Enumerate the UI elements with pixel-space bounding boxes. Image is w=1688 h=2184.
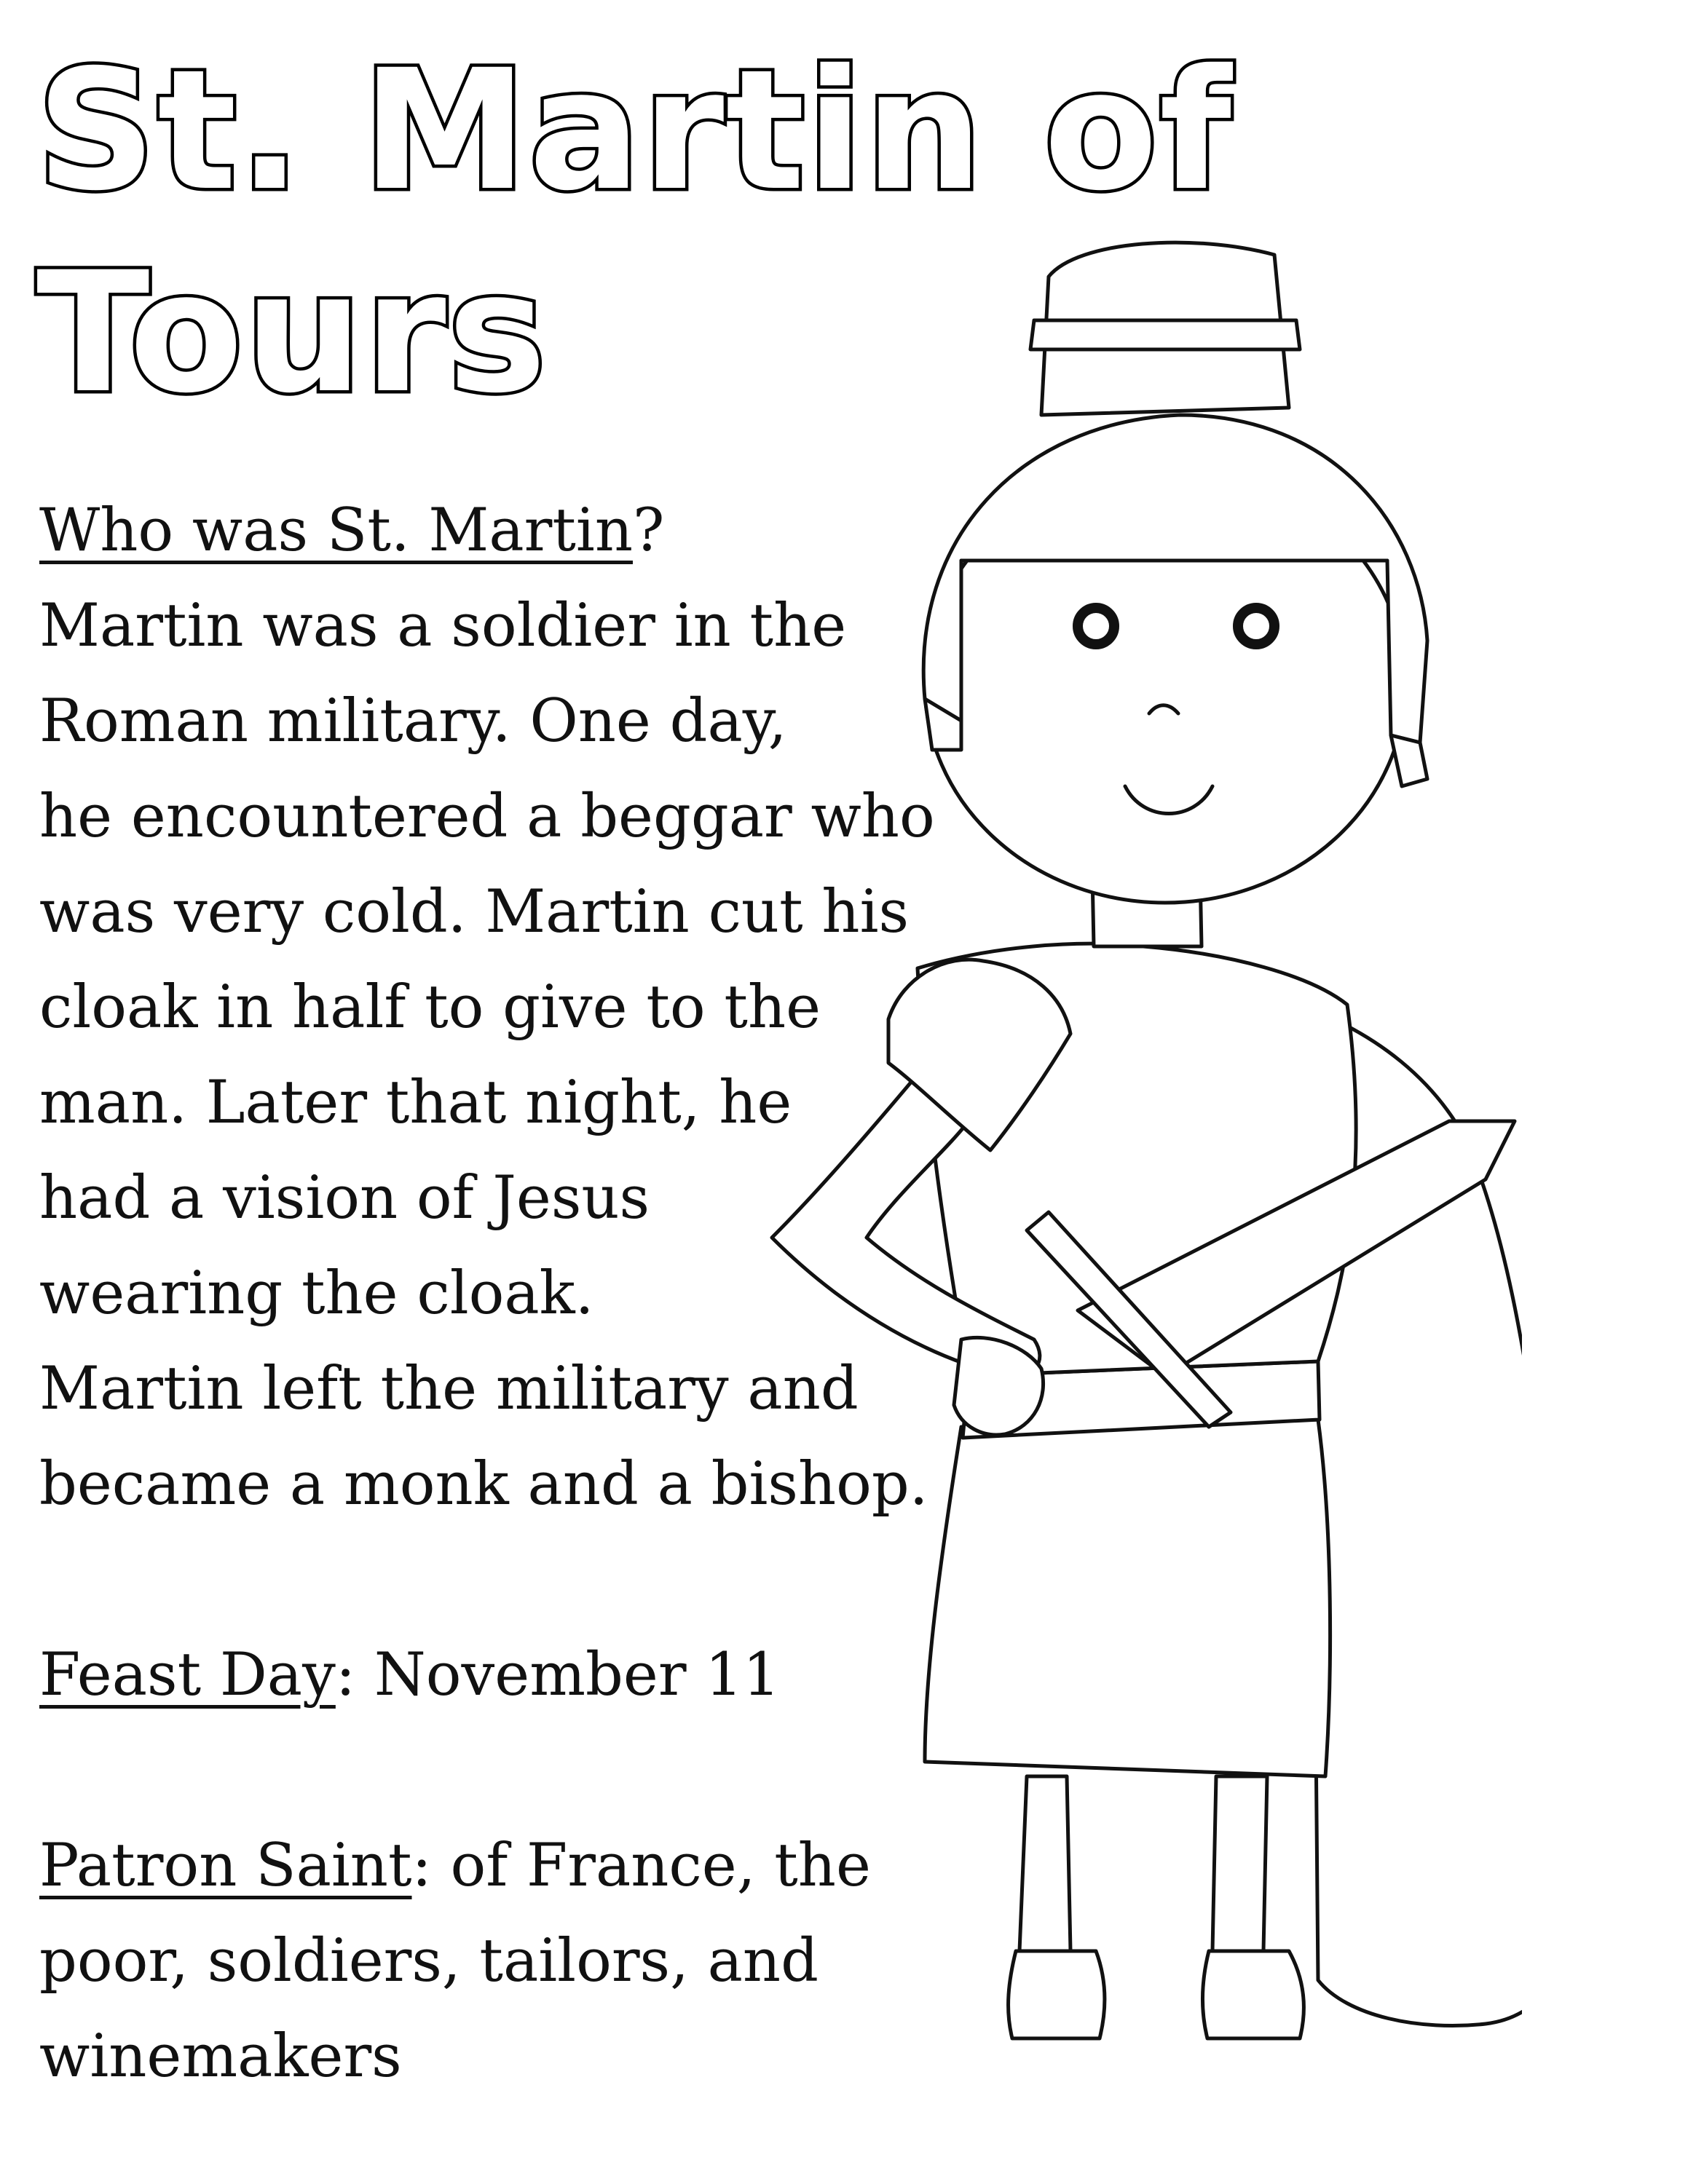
left-eye-icon xyxy=(1078,608,1114,644)
title-line-1: St. Martin of xyxy=(36,33,1234,227)
who-line: had a vision of Jesus xyxy=(39,1164,650,1233)
feast-day-heading: Feast Day xyxy=(39,1641,336,1709)
who-line: cloak in half to give to the xyxy=(39,973,821,1042)
helmet-right-flap-shape xyxy=(1391,735,1427,786)
who-line: wearing the cloak. xyxy=(39,1259,594,1328)
who-heading-punct: ? xyxy=(632,496,665,565)
patron-saint-line: poor, soldiers, tailors, and xyxy=(39,1927,819,1995)
who-line: he encountered a beggar who xyxy=(39,783,935,851)
who-heading: Who was St. Martin xyxy=(39,496,633,565)
soldier-saint-icon xyxy=(757,211,1522,2140)
who-line: man. Later that night, he xyxy=(39,1069,792,1137)
left-boot-shape xyxy=(1009,1951,1105,2038)
who-line: Martin left the military and xyxy=(39,1355,859,1423)
who-line: Martin was a soldier in the xyxy=(39,592,847,660)
patron-saint-heading: Patron Saint xyxy=(39,1832,412,1900)
feast-day-value: : November 11 xyxy=(335,1641,781,1709)
right-boot-shape xyxy=(1202,1951,1304,2038)
left-leg-shape xyxy=(1019,1776,1070,1951)
tunic-skirt-shape xyxy=(925,1420,1330,1776)
helmet-crest-band-shape xyxy=(1030,320,1300,349)
who-line: Roman military. One day, xyxy=(39,687,787,756)
right-leg-shape xyxy=(1212,1776,1267,1951)
patron-saint-value: : of France, the xyxy=(411,1832,871,1900)
title-line-2: Tours xyxy=(36,236,548,430)
patron-saint-line: winemakers xyxy=(39,2022,402,2091)
right-eye-icon xyxy=(1238,608,1274,644)
who-line: was very cold. Martin cut his xyxy=(39,878,910,946)
who-line: became a monk and a bishop. xyxy=(39,1450,928,1519)
